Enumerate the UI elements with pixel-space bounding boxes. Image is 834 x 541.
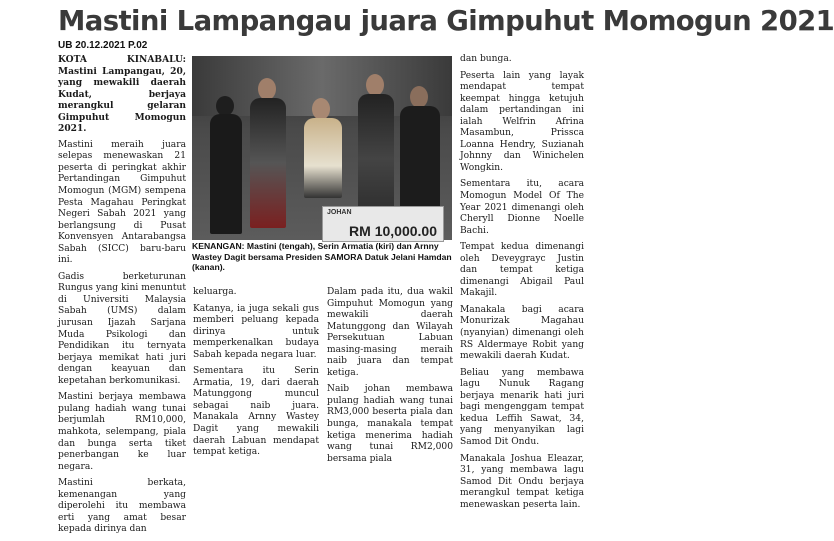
check-title: JOHAN [327, 209, 352, 216]
check-amount: RM 10,000.00 [349, 223, 437, 239]
edition-stamp: UB 20.12.2021 P.02 [58, 40, 148, 51]
paragraph: Beliau yang membawa lagu Nunuk Ragang berjaya menarik hati juri bagi mengenggam tempat kedua Leffih Sawat, 34, yang menyanyikan lagi Samod Dit Ondu. [460, 367, 584, 447]
caption-text: Mastini (tengah), Serin Armatia (kiri) dan Arnny Wastey Dagit bersama Presiden SAMORA Datuk Jelani Hamdan (kanan). [192, 241, 452, 273]
paragraph: Manakala bagi acara Monurizak Magahau (nyanyian) dimenangi oleh RS Aldermaye Robit yang mewakili daerah Kudat. [460, 304, 584, 362]
paragraph: Gadis berketurunan Rungus yang kini menuntut di Universiti Malaysia Sabah (UMS) dalam jurusan Ijazah Sarjana Muda Psikologi dan Pendidikan itu ternyata berjaya memikat hati juri dengan keayuan dan kepetahan berkomunikasi. [58, 271, 186, 386]
paragraph: Katanya, ia juga sekali gus memberi peluang kepada dirinya untuk memperkenalkan budaya Sabah kepada negara luar. [193, 303, 319, 360]
paragraph: Sementara itu, acara Momogun Model Of The Year 2021 dimenangi oleh Cheryll Dionne Noelle Bachi. [460, 179, 584, 236]
paragraph: Naib johan membawa pulang hadiah wang tunai RM3,000 beserta piala dan bunga, manakala tempat ketiga menerima hadiah wang tunai RM2,000 bersama piala [327, 384, 453, 464]
paragraph: Peserta lain yang layak mendapat tempat keempat hingga ketujuh dalam pertandingan ini ialah Welfrin Afrina Masambun, Prissca Loanna Hendry, Suzianah Johnny dan Winichelen Wongkin. [460, 70, 584, 173]
paragraph: Dalam pada itu, dua wakil Gimpuhut Momogun yang mewakili daerah Matunggong dan Wilayah Persekutuan Labuan masing-masing meraih naib juara dan tempat ketiga. [327, 287, 453, 378]
column-2 [193, 287, 319, 464]
caption-label: KENANGAN: [192, 241, 245, 251]
paragraph: Mastini berjaya membawa pulang hadiah wang tunai berjumlah RM10,000, mahkota, selempang, piala dan bunga serta tiket penerbangan ke luar negara. [58, 392, 186, 472]
photo-caption [192, 241, 454, 273]
paragraph: Tempat kedua dimenangi oleh Deveygrayc Justin dan tempat ketiga dimenangi Abigail Paul Makajil. [460, 242, 584, 299]
news-photo [192, 56, 452, 240]
column-4 [460, 54, 584, 516]
headline: Mastini Lampangau juara Gimpuhut Momogun 2021 [58, 5, 834, 37]
paragraph: Sementara itu Serin Armatia, 19, dari daerah Matunggong muncul sebagai naib juara. Manakala Arnny Wastey Dagit yang mewakili daerah Labuan mendapat tempat ketiga. [193, 366, 319, 458]
column-1 [58, 54, 186, 541]
paragraph: keluarga. [193, 287, 237, 297]
column-3 [327, 287, 453, 470]
paragraph: Manakala Joshua Eleazar, 31, yang membawa lagu Samod Dit Ondu berjaya merangkul tempat ketiga menewaskan peserta lain. [460, 453, 584, 510]
paragraph: dan bunga. [460, 54, 512, 64]
paragraph: Mastini meraih juara selepas menewaskan 21 peserta di peringkat akhir Pertandingan Gimpuhut Momogun (MGM) sempena Pesta Magahau Peringkat Negeri Sabah 2021 yang berlangsung di Pusat Konvensyen Antarabangsa Sabah (SICC) baru-baru ini. [58, 139, 186, 266]
lead-paragraph: KOTA KINABALU: Mastini Lampangau, 20, yang mewakili daerah Kudat, berjaya merangkul gelaran Gimpuhut Momogun 2021. [58, 54, 186, 135]
prize-check [322, 206, 444, 242]
paragraph: Mastini berkata, kemenangan yang diperolehi itu membawa erti yang amat besar kepada dirinya dan [58, 478, 186, 535]
